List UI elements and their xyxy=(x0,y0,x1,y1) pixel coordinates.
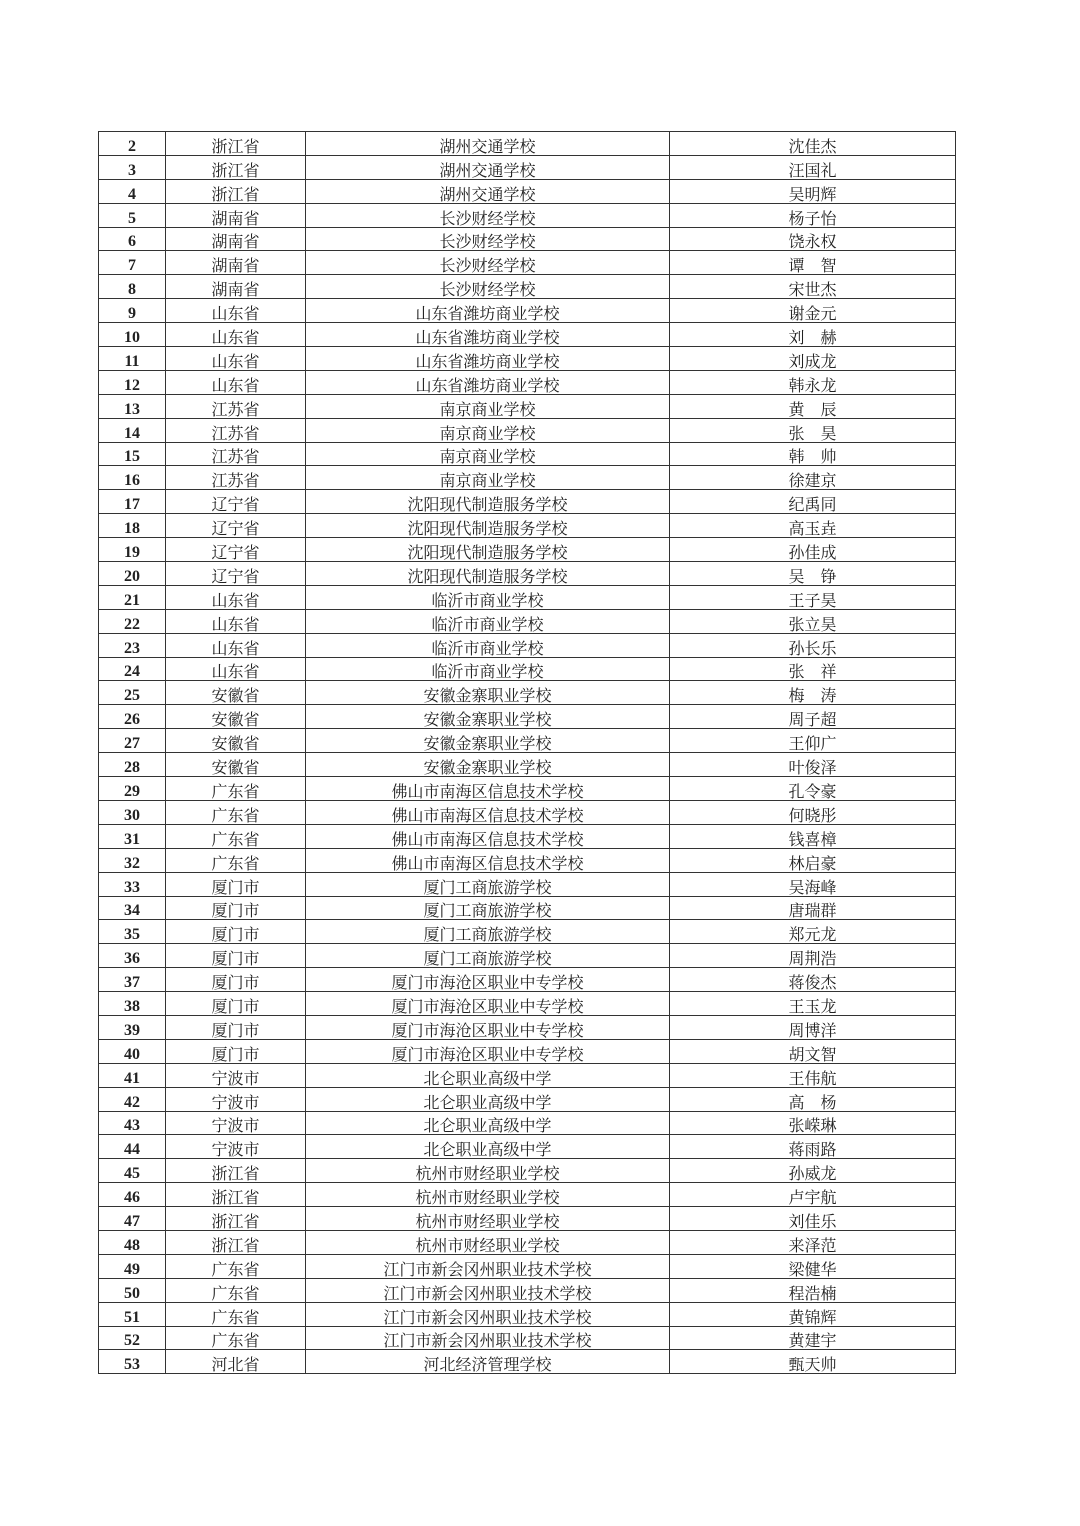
student-name-cell: 杨子怡 xyxy=(670,203,956,227)
row-number-cell: 20 xyxy=(99,562,166,586)
school-cell: 南京商业学校 xyxy=(306,442,670,466)
table-row xyxy=(99,968,956,992)
student-name-cell: 卢宇航 xyxy=(670,1183,956,1207)
school-cell: 安徽金寨职业学校 xyxy=(306,753,670,777)
row-number-cell: 39 xyxy=(99,1015,166,1039)
student-name-cell: 谭 智 xyxy=(670,251,956,275)
school-cell: 江门市新会冈州职业技术学校 xyxy=(306,1278,670,1302)
province-cell: 山东省 xyxy=(166,585,306,609)
province-cell: 宁波市 xyxy=(166,1087,306,1111)
school-cell: 北仑职业高级中学 xyxy=(306,1063,670,1087)
row-number-cell: 11 xyxy=(99,347,166,371)
row-number-cell: 21 xyxy=(99,585,166,609)
province-cell: 厦门市 xyxy=(166,968,306,992)
row-number-cell: 2 xyxy=(99,132,166,156)
student-name-cell: 张 祥 xyxy=(670,657,956,681)
school-cell: 安徽金寨职业学校 xyxy=(306,681,670,705)
row-number-cell: 46 xyxy=(99,1183,166,1207)
province-cell: 山东省 xyxy=(166,609,306,633)
province-cell: 山东省 xyxy=(166,370,306,394)
school-cell: 临沂市商业学校 xyxy=(306,633,670,657)
province-cell: 山东省 xyxy=(166,299,306,323)
school-cell: 安徽金寨职业学校 xyxy=(306,705,670,729)
table-row xyxy=(99,179,956,203)
school-cell: 山东省潍坊商业学校 xyxy=(306,299,670,323)
row-number-cell: 16 xyxy=(99,466,166,490)
student-name-cell: 甄天帅 xyxy=(670,1350,956,1374)
province-cell: 浙江省 xyxy=(166,1159,306,1183)
table-body xyxy=(99,132,956,1374)
row-number-cell: 31 xyxy=(99,824,166,848)
school-cell: 湖州交通学校 xyxy=(306,132,670,156)
province-cell: 广东省 xyxy=(166,777,306,801)
province-cell: 宁波市 xyxy=(166,1135,306,1159)
table-row xyxy=(99,1326,956,1350)
student-name-cell: 谢金元 xyxy=(670,299,956,323)
table-row xyxy=(99,251,956,275)
table-row xyxy=(99,275,956,299)
row-number-cell: 34 xyxy=(99,896,166,920)
table-row xyxy=(99,132,956,156)
student-name-cell: 王仰广 xyxy=(670,729,956,753)
table-row xyxy=(99,800,956,824)
table-row xyxy=(99,1135,956,1159)
table-row xyxy=(99,514,956,538)
province-cell: 宁波市 xyxy=(166,1063,306,1087)
school-cell: 沈阳现代制造服务学校 xyxy=(306,490,670,514)
school-cell: 南京商业学校 xyxy=(306,418,670,442)
student-name-cell: 吴海峰 xyxy=(670,872,956,896)
row-number-cell: 6 xyxy=(99,227,166,251)
student-name-cell: 刘成龙 xyxy=(670,347,956,371)
student-name-cell: 黄锦辉 xyxy=(670,1302,956,1326)
school-cell: 北仑职业高级中学 xyxy=(306,1135,670,1159)
student-name-cell: 梁健华 xyxy=(670,1254,956,1278)
table-row xyxy=(99,155,956,179)
table-row xyxy=(99,585,956,609)
province-cell: 辽宁省 xyxy=(166,538,306,562)
province-cell: 厦门市 xyxy=(166,944,306,968)
table-row xyxy=(99,227,956,251)
table-row xyxy=(99,490,956,514)
province-cell: 广东省 xyxy=(166,1326,306,1350)
row-number-cell: 45 xyxy=(99,1159,166,1183)
row-number-cell: 47 xyxy=(99,1207,166,1231)
table-row xyxy=(99,992,956,1016)
table-row xyxy=(99,753,956,777)
province-cell: 山东省 xyxy=(166,657,306,681)
student-name-cell: 纪禹同 xyxy=(670,490,956,514)
student-name-cell: 梅 涛 xyxy=(670,681,956,705)
school-cell: 南京商业学校 xyxy=(306,466,670,490)
student-name-cell: 何晓彤 xyxy=(670,800,956,824)
table-row xyxy=(99,1063,956,1087)
student-name-cell: 来泽范 xyxy=(670,1230,956,1254)
province-cell: 山东省 xyxy=(166,347,306,371)
table-row xyxy=(99,442,956,466)
school-cell: 长沙财经学校 xyxy=(306,251,670,275)
school-cell: 长沙财经学校 xyxy=(306,227,670,251)
province-cell: 浙江省 xyxy=(166,179,306,203)
student-name-cell: 周子超 xyxy=(670,705,956,729)
row-number-cell: 18 xyxy=(99,514,166,538)
row-number-cell: 44 xyxy=(99,1135,166,1159)
province-cell: 湖南省 xyxy=(166,251,306,275)
student-name-cell: 叶俊泽 xyxy=(670,753,956,777)
province-cell: 辽宁省 xyxy=(166,514,306,538)
province-cell: 山东省 xyxy=(166,323,306,347)
school-cell: 江门市新会冈州职业技术学校 xyxy=(306,1254,670,1278)
student-name-cell: 沈佳杰 xyxy=(670,132,956,156)
province-cell: 湖南省 xyxy=(166,203,306,227)
table-row xyxy=(99,920,956,944)
table-row xyxy=(99,1230,956,1254)
student-name-cell: 宋世杰 xyxy=(670,275,956,299)
student-name-cell: 程浩楠 xyxy=(670,1278,956,1302)
school-cell: 江门市新会冈州职业技术学校 xyxy=(306,1326,670,1350)
province-cell: 安徽省 xyxy=(166,753,306,777)
school-cell: 北仑职业高级中学 xyxy=(306,1087,670,1111)
student-name-cell: 黄 辰 xyxy=(670,394,956,418)
row-number-cell: 23 xyxy=(99,633,166,657)
table-row xyxy=(99,466,956,490)
student-name-cell: 韩 帅 xyxy=(670,442,956,466)
row-number-cell: 3 xyxy=(99,155,166,179)
school-cell: 佛山市南海区信息技术学校 xyxy=(306,848,670,872)
table-row xyxy=(99,1039,956,1063)
school-cell: 杭州市财经职业学校 xyxy=(306,1207,670,1231)
province-cell: 江苏省 xyxy=(166,418,306,442)
school-cell: 厦门市海沧区职业中专学校 xyxy=(306,968,670,992)
row-number-cell: 4 xyxy=(99,179,166,203)
province-cell: 浙江省 xyxy=(166,132,306,156)
table-row xyxy=(99,1302,956,1326)
school-cell: 河北经济管理学校 xyxy=(306,1350,670,1374)
school-cell: 厦门市海沧区职业中专学校 xyxy=(306,1039,670,1063)
student-name-cell: 周博洋 xyxy=(670,1015,956,1039)
school-cell: 佛山市南海区信息技术学校 xyxy=(306,800,670,824)
school-cell: 临沂市商业学校 xyxy=(306,585,670,609)
school-cell: 南京商业学校 xyxy=(306,394,670,418)
province-cell: 安徽省 xyxy=(166,681,306,705)
row-number-cell: 43 xyxy=(99,1111,166,1135)
school-cell: 江门市新会冈州职业技术学校 xyxy=(306,1302,670,1326)
table-row xyxy=(99,609,956,633)
row-number-cell: 26 xyxy=(99,705,166,729)
student-name-cell: 饶永权 xyxy=(670,227,956,251)
student-name-cell: 孔令豪 xyxy=(670,777,956,801)
student-name-cell: 王子昊 xyxy=(670,585,956,609)
table-row xyxy=(99,705,956,729)
table-row xyxy=(99,1087,956,1111)
province-cell: 厦门市 xyxy=(166,872,306,896)
province-cell: 江苏省 xyxy=(166,442,306,466)
student-name-cell: 刘 赫 xyxy=(670,323,956,347)
province-cell: 浙江省 xyxy=(166,1183,306,1207)
row-number-cell: 8 xyxy=(99,275,166,299)
table-row xyxy=(99,872,956,896)
table-row xyxy=(99,777,956,801)
province-cell: 安徽省 xyxy=(166,705,306,729)
student-name-cell: 吴明辉 xyxy=(670,179,956,203)
province-cell: 厦门市 xyxy=(166,896,306,920)
school-cell: 山东省潍坊商业学校 xyxy=(306,323,670,347)
participant-table xyxy=(98,131,956,1374)
table-row xyxy=(99,824,956,848)
school-cell: 厦门工商旅游学校 xyxy=(306,896,670,920)
table-row xyxy=(99,323,956,347)
row-number-cell: 12 xyxy=(99,370,166,394)
province-cell: 河北省 xyxy=(166,1350,306,1374)
province-cell: 江苏省 xyxy=(166,394,306,418)
student-name-cell: 吴 铮 xyxy=(670,562,956,586)
row-number-cell: 37 xyxy=(99,968,166,992)
row-number-cell: 33 xyxy=(99,872,166,896)
school-cell: 厦门工商旅游学校 xyxy=(306,872,670,896)
row-number-cell: 25 xyxy=(99,681,166,705)
school-cell: 山东省潍坊商业学校 xyxy=(306,370,670,394)
student-name-cell: 蒋雨路 xyxy=(670,1135,956,1159)
student-name-cell: 汪国礼 xyxy=(670,155,956,179)
province-cell: 浙江省 xyxy=(166,1207,306,1231)
school-cell: 临沂市商业学校 xyxy=(306,609,670,633)
student-name-cell: 钱喜樟 xyxy=(670,824,956,848)
student-name-cell: 高 杨 xyxy=(670,1087,956,1111)
school-cell: 厦门市海沧区职业中专学校 xyxy=(306,992,670,1016)
table-row xyxy=(99,1278,956,1302)
table-row xyxy=(99,681,956,705)
row-number-cell: 30 xyxy=(99,800,166,824)
row-number-cell: 13 xyxy=(99,394,166,418)
school-cell: 厦门市海沧区职业中专学校 xyxy=(306,1015,670,1039)
province-cell: 厦门市 xyxy=(166,1015,306,1039)
student-name-cell: 郑元龙 xyxy=(670,920,956,944)
student-name-cell: 唐瑞群 xyxy=(670,896,956,920)
row-number-cell: 38 xyxy=(99,992,166,1016)
province-cell: 安徽省 xyxy=(166,729,306,753)
school-cell: 北仑职业高级中学 xyxy=(306,1111,670,1135)
province-cell: 浙江省 xyxy=(166,155,306,179)
student-name-cell: 张 昊 xyxy=(670,418,956,442)
student-name-cell: 周荆浩 xyxy=(670,944,956,968)
row-number-cell: 27 xyxy=(99,729,166,753)
province-cell: 广东省 xyxy=(166,800,306,824)
province-cell: 广东省 xyxy=(166,1302,306,1326)
student-name-cell: 林启豪 xyxy=(670,848,956,872)
student-name-cell: 孙佳成 xyxy=(670,538,956,562)
table-row xyxy=(99,394,956,418)
school-cell: 湖州交通学校 xyxy=(306,179,670,203)
school-cell: 长沙财经学校 xyxy=(306,275,670,299)
province-cell: 江苏省 xyxy=(166,466,306,490)
student-name-cell: 黄建宇 xyxy=(670,1326,956,1350)
school-cell: 厦门工商旅游学校 xyxy=(306,944,670,968)
row-number-cell: 24 xyxy=(99,657,166,681)
table-row xyxy=(99,633,956,657)
row-number-cell: 15 xyxy=(99,442,166,466)
table-row xyxy=(99,562,956,586)
table-row xyxy=(99,1183,956,1207)
row-number-cell: 35 xyxy=(99,920,166,944)
school-cell: 杭州市财经职业学校 xyxy=(306,1183,670,1207)
province-cell: 厦门市 xyxy=(166,992,306,1016)
row-number-cell: 48 xyxy=(99,1230,166,1254)
school-cell: 安徽金寨职业学校 xyxy=(306,729,670,753)
table-row xyxy=(99,848,956,872)
school-cell: 山东省潍坊商业学校 xyxy=(306,347,670,371)
school-cell: 杭州市财经职业学校 xyxy=(306,1159,670,1183)
row-number-cell: 5 xyxy=(99,203,166,227)
row-number-cell: 52 xyxy=(99,1326,166,1350)
school-cell: 沈阳现代制造服务学校 xyxy=(306,514,670,538)
row-number-cell: 19 xyxy=(99,538,166,562)
province-cell: 广东省 xyxy=(166,1254,306,1278)
student-name-cell: 孙威龙 xyxy=(670,1159,956,1183)
student-name-cell: 王玉龙 xyxy=(670,992,956,1016)
school-cell: 厦门工商旅游学校 xyxy=(306,920,670,944)
province-cell: 广东省 xyxy=(166,824,306,848)
province-cell: 广东省 xyxy=(166,1278,306,1302)
table-row xyxy=(99,1207,956,1231)
row-number-cell: 41 xyxy=(99,1063,166,1087)
table-row xyxy=(99,1350,956,1374)
row-number-cell: 42 xyxy=(99,1087,166,1111)
student-name-cell: 刘佳乐 xyxy=(670,1207,956,1231)
student-name-cell: 韩永龙 xyxy=(670,370,956,394)
province-cell: 广东省 xyxy=(166,848,306,872)
table-row xyxy=(99,370,956,394)
province-cell: 湖南省 xyxy=(166,275,306,299)
province-cell: 湖南省 xyxy=(166,227,306,251)
province-cell: 厦门市 xyxy=(166,1039,306,1063)
table-row xyxy=(99,203,956,227)
student-name-cell: 高玉垚 xyxy=(670,514,956,538)
school-cell: 湖州交通学校 xyxy=(306,155,670,179)
table-row xyxy=(99,729,956,753)
row-number-cell: 10 xyxy=(99,323,166,347)
table-row xyxy=(99,1111,956,1135)
table-row xyxy=(99,1254,956,1278)
school-cell: 杭州市财经职业学校 xyxy=(306,1230,670,1254)
school-cell: 佛山市南海区信息技术学校 xyxy=(306,824,670,848)
row-number-cell: 17 xyxy=(99,490,166,514)
province-cell: 山东省 xyxy=(166,633,306,657)
province-cell: 辽宁省 xyxy=(166,562,306,586)
row-number-cell: 7 xyxy=(99,251,166,275)
row-number-cell: 32 xyxy=(99,848,166,872)
province-cell: 辽宁省 xyxy=(166,490,306,514)
school-cell: 佛山市南海区信息技术学校 xyxy=(306,777,670,801)
table-row xyxy=(99,418,956,442)
row-number-cell: 9 xyxy=(99,299,166,323)
row-number-cell: 29 xyxy=(99,777,166,801)
row-number-cell: 50 xyxy=(99,1278,166,1302)
school-cell: 临沂市商业学校 xyxy=(306,657,670,681)
table-row xyxy=(99,538,956,562)
school-cell: 长沙财经学校 xyxy=(306,203,670,227)
row-number-cell: 49 xyxy=(99,1254,166,1278)
student-name-cell: 孙长乐 xyxy=(670,633,956,657)
table-row xyxy=(99,896,956,920)
row-number-cell: 40 xyxy=(99,1039,166,1063)
student-name-cell: 徐建京 xyxy=(670,466,956,490)
table-row xyxy=(99,1159,956,1183)
province-cell: 宁波市 xyxy=(166,1111,306,1135)
table-row xyxy=(99,944,956,968)
row-number-cell: 51 xyxy=(99,1302,166,1326)
school-cell: 沈阳现代制造服务学校 xyxy=(306,562,670,586)
province-cell: 浙江省 xyxy=(166,1230,306,1254)
student-name-cell: 蒋俊杰 xyxy=(670,968,956,992)
student-name-cell: 张立昊 xyxy=(670,609,956,633)
row-number-cell: 14 xyxy=(99,418,166,442)
province-cell: 厦门市 xyxy=(166,920,306,944)
row-number-cell: 28 xyxy=(99,753,166,777)
school-cell: 沈阳现代制造服务学校 xyxy=(306,538,670,562)
row-number-cell: 36 xyxy=(99,944,166,968)
row-number-cell: 22 xyxy=(99,609,166,633)
student-name-cell: 王伟航 xyxy=(670,1063,956,1087)
student-name-cell: 胡文智 xyxy=(670,1039,956,1063)
student-name-cell: 张嵘琳 xyxy=(670,1111,956,1135)
table-row xyxy=(99,1015,956,1039)
table-row xyxy=(99,299,956,323)
table-row xyxy=(99,657,956,681)
row-number-cell: 53 xyxy=(99,1350,166,1374)
table-row xyxy=(99,347,956,371)
